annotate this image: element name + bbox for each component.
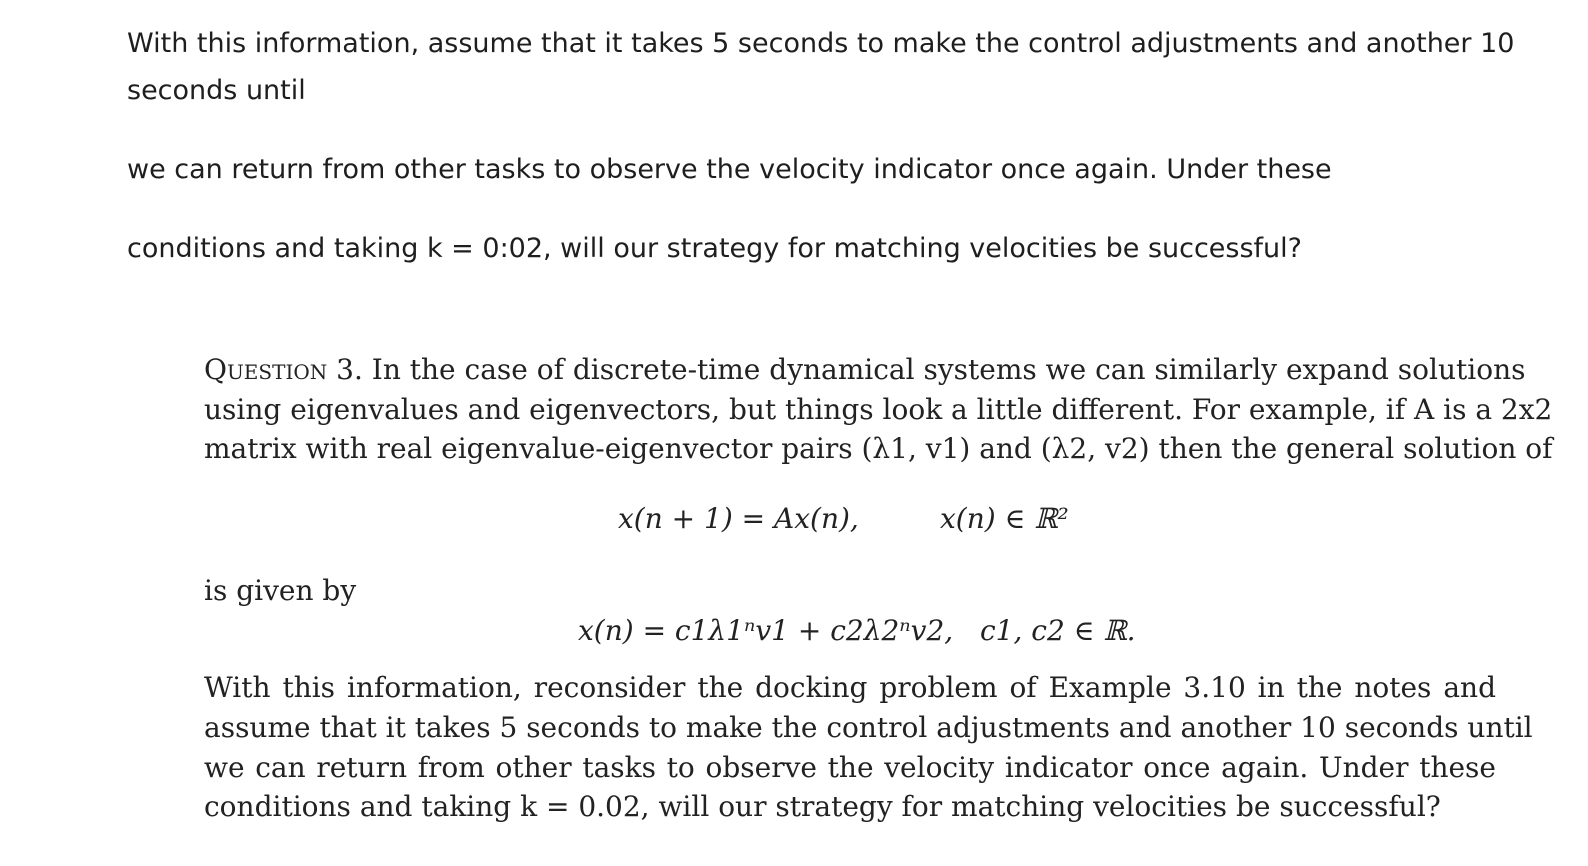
given-by-text: is given by [204,574,357,607]
question-line-3: matrix with real eigenvalue-eigenvector pairs (λ1, v1) and (λ2, v2) then the general solution of [204,432,1553,465]
question-line-1 [204,353,1526,387]
paragraph-2-line-2: assume that it takes 5 seconds to make the control adjustments and another 10 seconds until [204,711,1533,744]
equation-1-right: x(n) ∈ ℝ² [940,502,1069,535]
question-heading: Question 3. [204,353,363,386]
paragraph-2-line-4: conditions and taking k = 0.02, will our strategy for matching velocities be successful? [204,790,1441,823]
equation-1-left: x(n + 1) = Ax(n), [618,502,859,535]
question-line-2: using eigenvalues and eigenvectors, but things look a little different. For example, if A is a 2x2 [204,393,1553,426]
equation-2-left: x(n) = c1λ1ⁿv1 + c2λ2ⁿv2, [578,614,954,647]
paragraph-2-line-3: we can return from other tasks to observe the velocity indicator once again. Under these [204,751,1496,784]
top-text-line-2: seconds until [127,75,306,106]
top-text-line-3: we can return from other tasks to observe the velocity indicator once again. Under these [127,154,1332,185]
top-text-line-1: With this information, assume that it takes 5 seconds to make the control adjustments and another 10 [127,28,1515,59]
equation-2-right: c1, c2 ∈ ℝ. [980,614,1136,647]
top-text-line-4: conditions and taking k = 0:02, will our strategy for matching velocities be successful? [127,233,1303,264]
question-line-1-text: In the case of discrete-time dynamical systems we can similarly expand solutions [371,353,1526,386]
paragraph-2-line-1: With this information, reconsider the docking problem of Example 3.10 in the notes and [204,671,1496,704]
